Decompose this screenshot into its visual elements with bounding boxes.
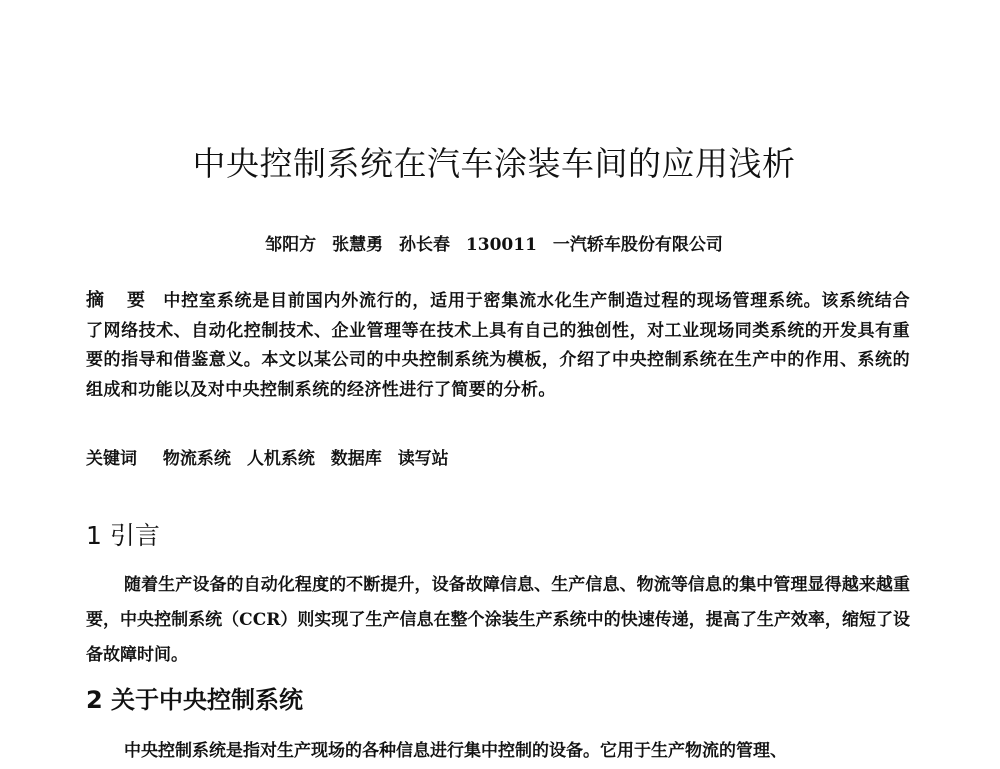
keyword: 读写站 [397,449,449,469]
section-heading-about-ccr: 2 关于中央控制系统 [86,686,304,714]
author-name: 孙长春 [399,235,450,255]
author-postcode: 130011 [465,235,537,255]
author-name: 张慧勇 [332,235,384,255]
section-paragraph: 中央控制系统是指对生产现场的各种信息进行集中控制的设备。它用于生产物流的管理、 [124,741,787,761]
section-paragraph: 随着生产设备的自动化程度的不断提升，设备故障信息、生产信息、物流等信息的集中管理显得越来越重要，中央控制系统（CCR）则实现了生产信息在整个涂装生产系统中的快速传递，提高了生产效率，缩短了设备故障时间。 [86,575,910,665]
author-affiliation: 一汽轿车股份有限公司 [552,235,723,255]
abstract [86,286,910,405]
author-line [0,230,988,255]
author-name: 邹阳方 [265,235,317,255]
keywords-label: 关键词 [86,449,137,469]
keyword: 物流系统 [162,449,231,469]
keyword: 数据库 [330,449,382,469]
keywords [86,444,910,469]
section-heading-introduction: 1 引言 [86,521,160,550]
keyword: 人机系统 [246,449,315,469]
abstract-label: 摘 要 [86,290,154,311]
paper-title: 中央控制系统在汽车涂装车间的应用浅析 [192,144,796,183]
abstract-text: 中控室系统是目前国内外流行的，适用于密集流水化生产制造过程的现场管理系统。该系统结合了网络技术、自动化控制技术、企业管理等在技术上具有自己的独创性，对工业现场同类系统的开发具有重要的指导和借鉴意义。本文以某公司的中央控制系统为模板，介绍了中央控制系统在生产中的作用、系统的组成和功能以及对中央控制系统的经济性进行了简要的分析。 [86,291,910,400]
